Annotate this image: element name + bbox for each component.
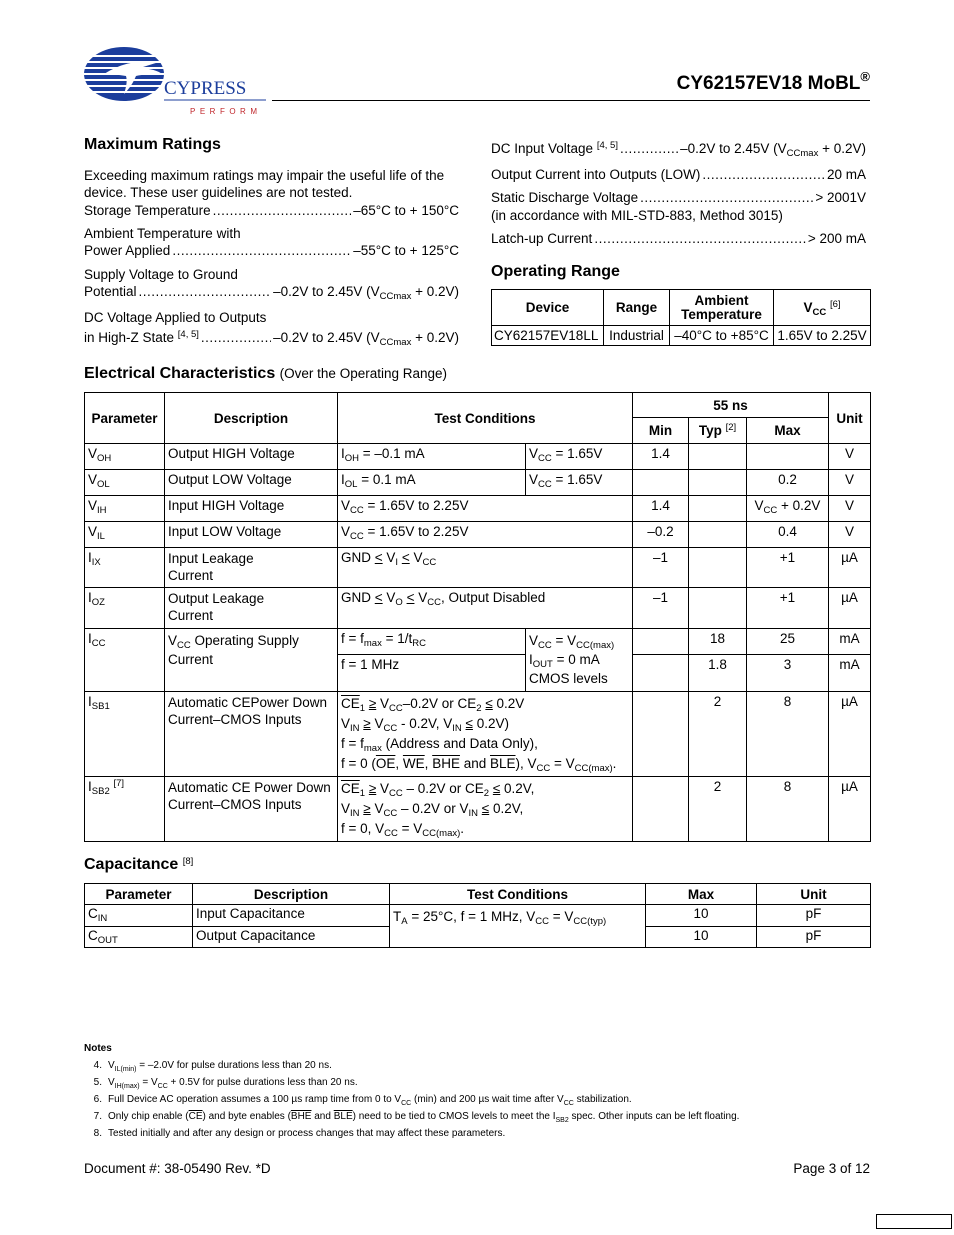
max-cell: +1 xyxy=(747,548,829,588)
unit-cell: V xyxy=(829,470,871,496)
table-row xyxy=(85,629,871,655)
param-cell: $V_{OL}$ xyxy=(85,470,165,496)
min-cell xyxy=(633,655,689,692)
cond-cell: $\overline{CE}_1 \ge V_{CC}-0.2V$ or $CE_2 \le 0.2V$ $V_{IN} \ge V_{CC} - 0.2V$, $V_{IN} \le 0.2V$) $f = f_{max}$ (Address and Data Only), f = 0 ($\overline{OE}$, $\overline{WE}$, $\overline{BHE}$ and $\overline{BLE}$), $V_{CC} = V_{CC(max)}$. xyxy=(338,692,633,777)
min-cell: 1.4 xyxy=(633,496,689,522)
param-cell: $I_{IX}$ xyxy=(85,548,165,588)
device-cell: CY62157EV18LL xyxy=(492,326,604,346)
col-min: Min xyxy=(633,418,689,444)
table-row xyxy=(85,777,871,842)
table-row xyxy=(85,905,871,927)
unit-cell: µA xyxy=(829,692,871,777)
col-unit: Unit xyxy=(757,884,871,905)
min-cell xyxy=(633,470,689,496)
range-cell: Industrial xyxy=(604,326,670,346)
desc-cell: Automatic CEPower Down Current–CMOS Inputs xyxy=(165,692,338,777)
note-6: 6. Full Device AC operation assumes a 100 µs ramp time from 0 to $V_{CC}$ (min) and 200 µs wait time after $V_{CC}$ stabilization. xyxy=(93,1094,632,1107)
unit-cell: µA xyxy=(829,777,871,842)
capacitance-table xyxy=(84,883,871,948)
param-cell: $I_{CC}$ xyxy=(85,629,165,692)
desc-cell: Automatic CE Power Down Current–CMOS Inputs xyxy=(165,777,338,842)
min-cell: –1 xyxy=(633,588,689,629)
cond-cell: GND < $V_I < V_{CC}$ xyxy=(338,548,633,588)
desc-cell: Output LOW Voltage xyxy=(165,470,338,496)
desc-cell: Input HIGH Voltage xyxy=(165,496,338,522)
col-vcc: $V_{CC}$ [6] xyxy=(774,290,871,326)
ambient-temp-label: Ambient Temperature with xyxy=(84,226,241,241)
electrical-heading: Electrical Characteristics (Over the Operating Range) xyxy=(84,365,448,382)
vcc-cell: 1.65V to 2.25V xyxy=(774,326,871,346)
col-parameter: Parameter xyxy=(85,393,165,444)
table-row xyxy=(85,444,871,470)
max-cell: 3 xyxy=(747,655,829,692)
note-5: 5. $V_{IH(max)} = V_{CC} + 0.5V$ for pulse durations less than 20 ns. xyxy=(93,1077,358,1090)
param-cell: $V_{OH}$ xyxy=(85,444,165,470)
param-cell: $I_{OZ}$ xyxy=(85,588,165,629)
capacitance-heading: Capacitance [8] xyxy=(84,856,194,873)
desc-cell: Output Leakage Current xyxy=(165,588,338,629)
desc-cell: Input LOW Voltage xyxy=(165,522,338,548)
min-cell xyxy=(633,692,689,777)
svg-text:PERFORM: PERFORM xyxy=(190,107,262,116)
document-title: CY62157EV18 MoBL® xyxy=(676,69,870,94)
svg-text:CYPRESS: CYPRESS xyxy=(164,78,247,99)
typ-cell: 2 xyxy=(689,692,747,777)
note-8: 8. Tested initially and after any design or process changes that may affect these parameters. xyxy=(93,1128,506,1139)
supply-voltage-label: Supply Voltage to Ground xyxy=(84,267,238,282)
cond-cell: $V_{CC} = 1.65V$ xyxy=(526,444,633,470)
param-cell: $V_{IH}$ xyxy=(85,496,165,522)
cond-cell: $I_{OH} = -0.1$ mA xyxy=(338,444,526,470)
table-row xyxy=(85,470,871,496)
col-range: Range xyxy=(604,290,670,326)
param-cell: $V_{IL}$ xyxy=(85,522,165,548)
min-cell xyxy=(633,777,689,842)
min-cell: –1 xyxy=(633,548,689,588)
cypress-logo xyxy=(84,44,270,118)
min-cell xyxy=(633,629,689,655)
typ-cell xyxy=(689,496,747,522)
temp-cell: –40°C to +85°C xyxy=(670,326,774,346)
unit-cell: µA xyxy=(829,548,871,588)
col-description: Description xyxy=(193,884,390,905)
max-cell: +1 xyxy=(747,588,829,629)
desc-cell: Input Leakage Current xyxy=(165,548,338,588)
unit-cell: V xyxy=(829,444,871,470)
cond-cell: $V_{CC} = 1.65V$ to 2.25V xyxy=(338,522,633,548)
unit-cell: pF xyxy=(757,905,871,927)
col-conditions: Test Conditions xyxy=(390,884,646,905)
typ-cell: 18 xyxy=(689,629,747,655)
max-cell: 0.4 xyxy=(747,522,829,548)
col-typ: Typ [2] xyxy=(689,418,747,444)
col-speed: 55 ns xyxy=(633,393,829,418)
max-cell: 8 xyxy=(747,692,829,777)
cond-cell: $f = f_{max} = 1/t_{RC}$ xyxy=(338,629,526,655)
operating-range-table xyxy=(491,289,871,346)
typ-cell xyxy=(689,444,747,470)
unit-cell: mA xyxy=(829,655,871,692)
supply-voltage-row: Potential ..... –0.2V to 2.45V $(V_{CCmax} + 0.2V)$ xyxy=(84,283,459,300)
max-cell: 8 xyxy=(747,777,829,842)
cond-cell: $T_A = 25^\circ C$, f = 1 MHz, $V_{CC} = V_{CC(typ)}$ xyxy=(390,905,646,948)
param-cell: $I_{SB1}$ xyxy=(85,692,165,777)
desc-cell: Output HIGH Voltage xyxy=(165,444,338,470)
typ-cell xyxy=(689,588,747,629)
typ-cell xyxy=(689,470,747,496)
col-max: Max xyxy=(646,884,757,905)
max-cell: 0.2 xyxy=(747,470,829,496)
max-cell: 10 xyxy=(646,905,757,927)
param-cell: $C_{OUT}$ xyxy=(85,927,193,948)
notes-section xyxy=(84,1040,739,1142)
table-row xyxy=(85,692,871,777)
desc-cell: Output Capacitance xyxy=(193,927,390,948)
table-row xyxy=(85,522,871,548)
col-device: Device xyxy=(492,290,604,326)
cond-cell: $\overline{CE}_1 \ge V_{CC} - 0.2V$ or $CE_2 \le 0.2V$, $V_{IN} \ge V_{CC} - 0.2V$ or $V_{IN} \le 0.2V$, f = 0, $V_{CC} = V_{CC(max)}$. xyxy=(338,777,633,842)
note-4: 4. $V_{IL(min)} = -2.0V$ for pulse durations less than 20 ns. xyxy=(93,1060,332,1073)
note-7: 7. Only chip enable $(\overline{CE})$ and byte enables ($\overline{BHE}$ and $\overline{BLE}$) need to be tied to CMOS levels to meet the $I_{SB2}$ spec. Other inputs can be left floating. xyxy=(93,1111,740,1124)
dc-input-row: DC Input Voltage [4, 5] ..... –0.2V to 2.45V $(V_{CCmax} + 0.2V)$ xyxy=(491,140,866,157)
typ-cell: 1.8 xyxy=(689,655,747,692)
max-cell: 10 xyxy=(646,927,757,948)
cond-cell: $V_{CC} = V_{CC(max)}$ $I_{OUT} = 0$ mA CMOS levels xyxy=(526,629,633,692)
max-ratings-heading: Maximum Ratings xyxy=(84,136,221,153)
latchup-row: Latch-up Current ..... > 200 mA xyxy=(491,230,866,247)
unit-cell: V xyxy=(829,496,871,522)
col-unit: Unit xyxy=(829,393,871,444)
table-row xyxy=(85,496,871,522)
dc-output-label: DC Voltage Applied to Outputs xyxy=(84,310,267,325)
table-row xyxy=(85,548,871,588)
col-parameter: Parameter xyxy=(85,884,193,905)
page-number: Page 3 of 12 xyxy=(793,1161,870,1176)
desc-cell: Input Capacitance xyxy=(193,905,390,927)
notes-title: Notes xyxy=(84,1043,112,1054)
cond-cell: $V_{CC} = 1.65V$ to 2.25V xyxy=(338,496,633,522)
dc-output-row: in High-Z State [4, 5] ..... –0.2V to 2.45V $(V_{CCmax} + 0.2V)$ xyxy=(84,329,459,346)
max-cell xyxy=(747,444,829,470)
max-ratings-intro: Exceeding maximum ratings may impair the useful life of the device. These user guidelines are not tested. xyxy=(84,168,445,200)
typ-cell xyxy=(689,522,747,548)
unit-cell: mA xyxy=(829,629,871,655)
unit-cell: µA xyxy=(829,588,871,629)
param-cell: $I_{SB2}$ [7] xyxy=(85,777,165,842)
cond-cell: GND < $V_O < V_{CC}$, Output Disabled xyxy=(338,588,633,629)
header-rule xyxy=(272,100,870,101)
typ-cell: 2 xyxy=(689,777,747,842)
unit-cell: V xyxy=(829,522,871,548)
cond-cell: $I_{OL} = 0.1$ mA xyxy=(338,470,526,496)
unit-cell: pF xyxy=(757,927,871,948)
col-description: Description xyxy=(165,393,338,444)
table-row xyxy=(85,588,871,629)
feedback-box[interactable] xyxy=(876,1214,952,1229)
electrical-table xyxy=(84,392,871,842)
desc-cell: $V_{CC}$ Operating Supply Current xyxy=(165,629,338,692)
col-max: Max xyxy=(747,418,829,444)
static-discharge-row: Static Discharge Voltage ..... > 2001V xyxy=(491,189,866,206)
max-cell: 25 xyxy=(747,629,829,655)
cond-cell: $V_{CC} = 1.65V$ xyxy=(526,470,633,496)
operating-range-heading: Operating Range xyxy=(491,263,620,280)
param-cell: $C_{IN}$ xyxy=(85,905,193,927)
min-cell: 1.4 xyxy=(633,444,689,470)
col-ambient: Ambient Temperature xyxy=(670,290,774,326)
output-current-row: Output Current into Outputs (LOW) ..... 20 mA xyxy=(491,166,866,183)
min-cell: –0.2 xyxy=(633,522,689,548)
storage-temp-row: Storage Temperature ..... –65°C to + 150°C xyxy=(84,202,459,219)
document-number: Document #: 38-05490 Rev. *D xyxy=(84,1161,271,1176)
max-cell: $V_{CC} + 0.2V$ xyxy=(747,496,829,522)
typ-cell xyxy=(689,548,747,588)
col-conditions: Test Conditions xyxy=(338,393,633,444)
cond-cell: f = 1 MHz xyxy=(338,655,526,692)
ambient-temp-row: Power Applied ..... –55°C to + 125°C xyxy=(84,242,459,259)
static-discharge-note: (in accordance with MIL-STD-883, Method 3015) xyxy=(491,208,783,223)
